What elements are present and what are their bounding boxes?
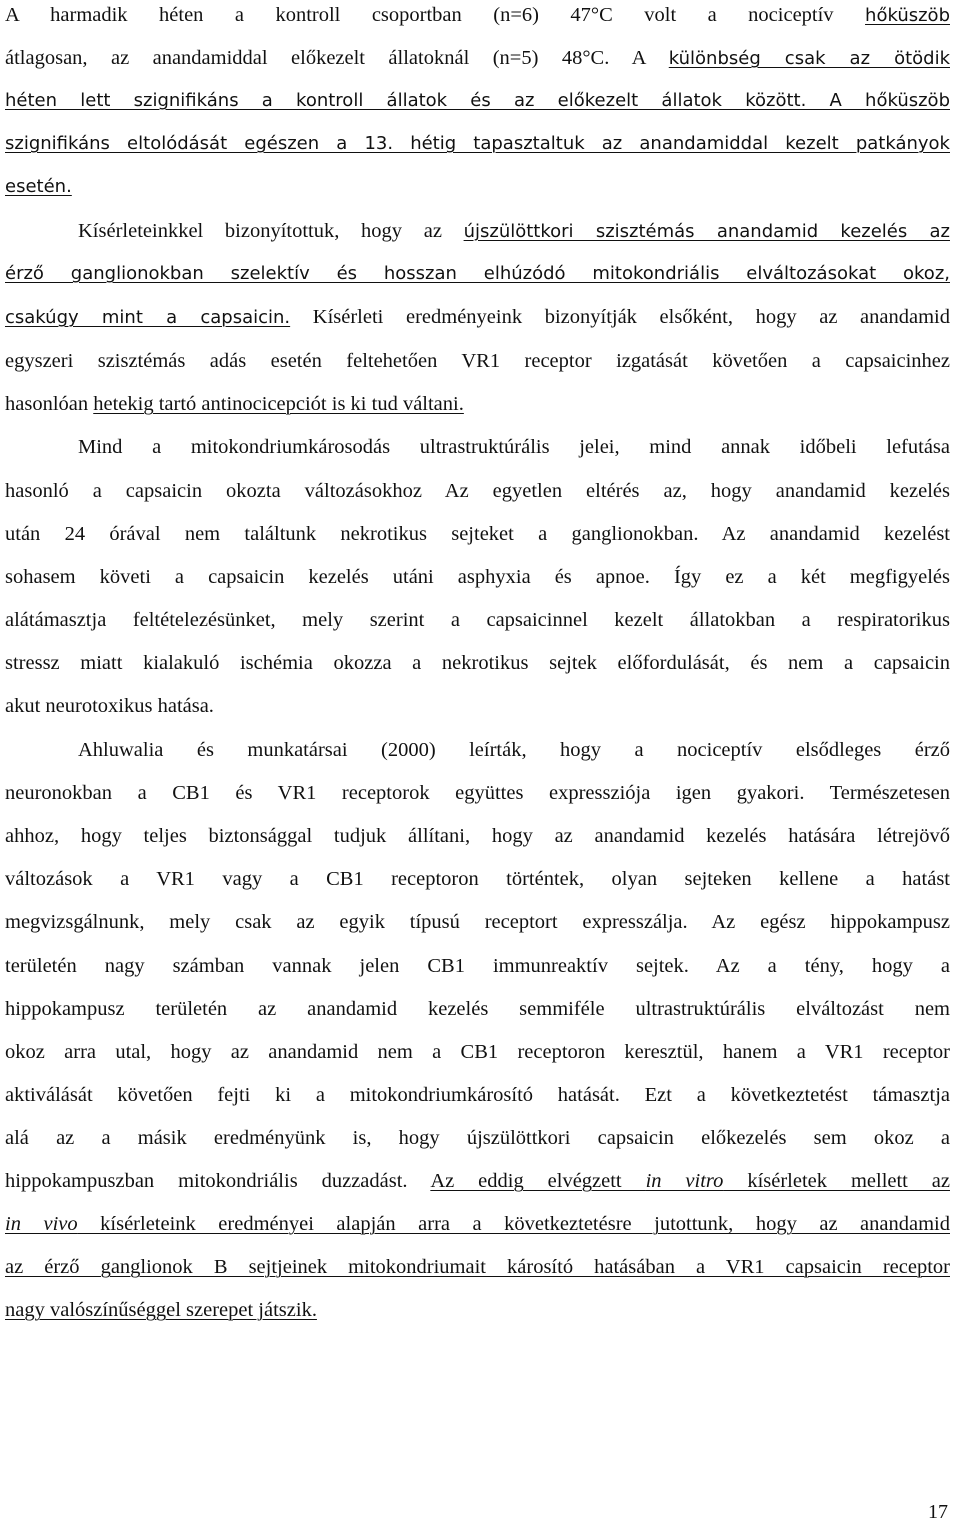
paragraph-2-line-3: csakúgy mint a capsaicin. Kísérleti eredményeink bizonyítják elsőként, hogy az anandamid xyxy=(5,306,950,328)
paragraph-1-line-1: A harmadik héten a kontroll csoportban (n=6) 47°C volt a nociceptív hőküszöb xyxy=(5,4,950,26)
paragraph-4-line-6: területén nagy számban vannak jelen CB1 immunreaktív sejtek. Az a tény, hogy a xyxy=(5,955,950,977)
paragraph-3-line-3: után 24 órával nem találtunk nekrotikus sejteket a ganglionokban. Az anandamid kezelést xyxy=(5,523,950,545)
paragraph-2-line-4: egyszeri szisztémás adás esetén feltehetően VR1 receptor izgatását követően a capsaicinhez xyxy=(5,350,950,372)
paragraph-1-line-5: esetén. xyxy=(5,176,72,197)
paragraph-4-line-12: in vivo kísérleteink eredményei alapján arra a következtetésre jutottunk, hogy az anandamid xyxy=(5,1213,950,1235)
paragraph-3-line-6: stressz miatt kialakuló ischémia okozza a nekrotikus sejtek előfordulását, és nem a capsaicin xyxy=(5,652,950,674)
paragraph-1-line-2: átlagosan, az anandamiddal előkezelt állatoknál (n=5) 48°C. A különbség csak az ötödik xyxy=(5,47,950,69)
paragraph-4-line-4: változások a VR1 vagy a CB1 receptoron történtek, olyan sejteken kellene a hatást xyxy=(5,868,950,890)
paragraph-4-line-8: okoz arra utal, hogy az anandamid nem a CB1 receptoron keresztül, hanem a VR1 receptor xyxy=(5,1041,950,1063)
paragraph-4-line-2: neuronokban a CB1 és VR1 receptorok együttes expressziója igen gyakori. Természetesen xyxy=(5,782,950,804)
paragraph-3-line-1: Mind a mitokondriumkárosodás ultrastruktúrális jelei, mind annak időbeli lefutása xyxy=(78,436,950,458)
paragraph-4-line-10: alá az a másik eredményünk is, hogy újszülöttkori capsaicin előkezelés sem okoz a xyxy=(5,1127,950,1149)
paragraph-4-line-14: nagy valószínűséggel szerepet játszik. xyxy=(5,1299,317,1321)
paragraph-2-line-2: érző ganglionokban szelektív és hosszan elhúzódó mitokondriális elváltozásokat okoz, xyxy=(5,263,950,284)
paragraph-2-line-5: hasonlóan hetekig tartó antinocicepciót is ki tud váltani. xyxy=(5,393,464,415)
paragraph-3-line-7: akut neurotoxikus hatása. xyxy=(5,695,214,717)
paragraph-3-line-5: alátámasztja feltételezésünket, mely szerint a capsaicinnel kezelt állatokban a respiratorikus xyxy=(5,609,950,631)
paragraph-4-line-3: ahhoz, hogy teljes biztonsággal tudjuk állítani, hogy az anandamid kezelés hatására létrejövő xyxy=(5,825,950,847)
paragraph-4-line-13: az érző ganglionok B sejtjeinek mitokondriumait károsító hatásában a VR1 capsaicin receptor xyxy=(5,1256,950,1278)
paragraph-1-line-3: héten lett szignifikáns a kontroll állatok és az előkezelt állatok között. A hőküszöb xyxy=(5,90,950,111)
paragraph-4-line-9: aktiválását követően fejti ki a mitokondriumkárosító hatását. Ezt a következtetést támasztja xyxy=(5,1084,950,1106)
paragraph-4-line-1: Ahluwalia és munkatársai (2000) leírták, hogy a nociceptív elsődleges érző xyxy=(78,739,950,761)
paragraph-4-line-7: hippokampusz területén az anandamid kezelés semmiféle ultrastruktúrális elváltozást nem xyxy=(5,998,950,1020)
paragraph-3-line-4: sohasem követi a capsaicin kezelés utáni asphyxia és apnoe. Így ez a két megfigyelés xyxy=(5,566,950,588)
paragraph-1-line-4: szignifikáns eltolódását egészen a 13. hétig tapasztaltuk az anandamiddal kezelt patkányok xyxy=(5,133,950,154)
paragraph-3-line-2: hasonló a capsaicin okozta változásokhoz Az egyetlen eltérés az, hogy anandamid kezelés xyxy=(5,480,950,502)
paragraph-2-line-1: Kísérleteinkkel bizonyítottuk, hogy az újszülöttkori szisztémás anandamid kezelés az xyxy=(78,220,950,242)
page-number: 17 xyxy=(928,1501,948,1523)
paragraph-4-line-11: hippokampuszban mitokondriális duzzadást. Az eddig elvégzett in vitro kísérletek mellett az xyxy=(5,1170,950,1192)
paragraph-4-line-5: megvizsgálnunk, mely csak az egyik típusú receptort expresszálja. Az egész hippokampusz xyxy=(5,911,950,933)
